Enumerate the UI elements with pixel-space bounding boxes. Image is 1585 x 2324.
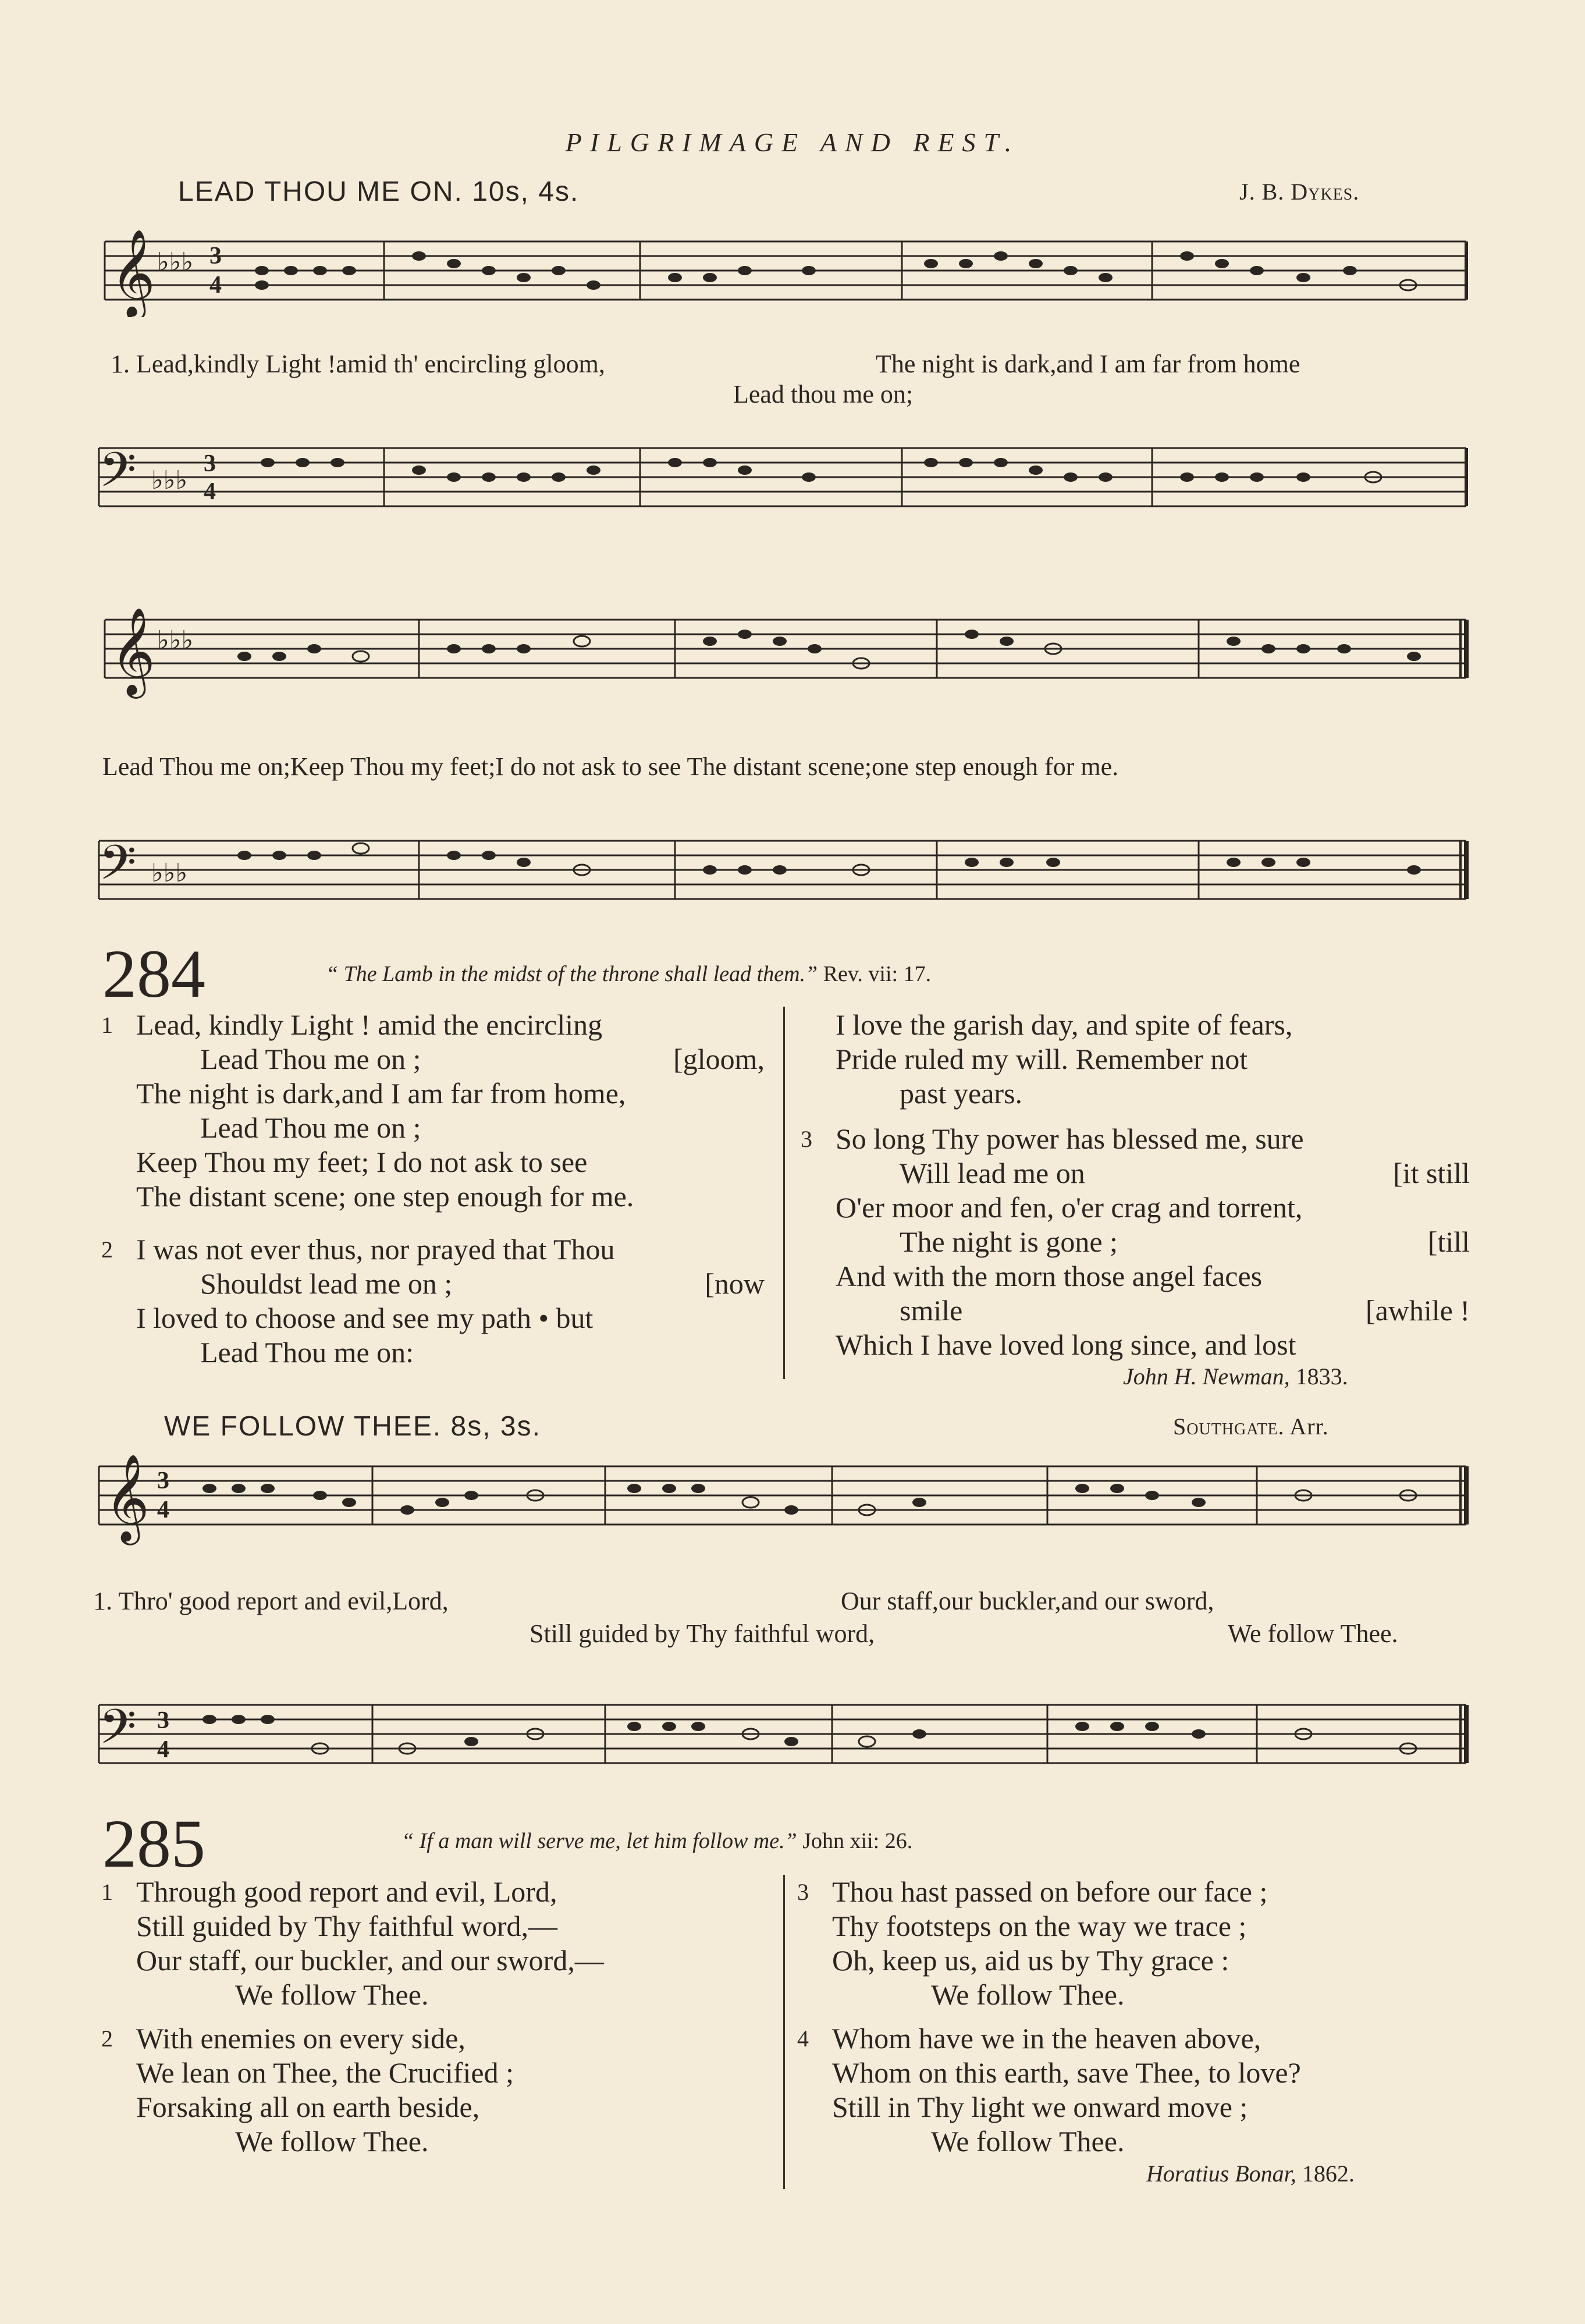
music-lyric-284-1b: The night is dark,and I am far from home <box>876 350 1300 378</box>
verse-number: 4 <box>797 2025 809 2052</box>
music-staff-285-treble <box>93 1449 1472 1589</box>
svg-text:𝄢: 𝄢 <box>99 442 137 510</box>
verse-number: 2 <box>101 1236 113 1263</box>
svg-text:4: 4 <box>209 272 222 299</box>
verse-number: 3 <box>801 1126 812 1152</box>
author-284: John H. Newman, 1833. <box>1123 1363 1348 1390</box>
composer-284: J. B. Dykes. <box>1239 179 1360 205</box>
scripture-ref-285: John xii: 26. <box>802 1829 913 1853</box>
hymn-number-284: 284 <box>102 936 205 1012</box>
scripture-285: “ If a man will serve me, let him follow me.” John xii: 26. <box>401 1829 913 1853</box>
svg-text:♭♭♭: ♭♭♭ <box>157 247 194 277</box>
verse-285-1: 1 Through good report and evil, Lord, Still guided by Thy faithful word,— Our staff, our buckler, and our sword,— We follow Thee. <box>101 1875 604 2011</box>
verse-284-2: 2 I was not ever thus, nor prayed that Thou Shouldst lead me on ; [now I loved to choose and see my path • but Lead Thou me on: <box>101 1233 765 1369</box>
svg-text:♭♭♭: ♭♭♭ <box>151 465 188 495</box>
music-staff-285-bass <box>93 1655 1472 1789</box>
verse-number: 3 <box>797 1879 809 1905</box>
verse-285-2: 2 With enemies on every side, We lean on Thee, the Crucified ; Forsaking all on earth beside, We follow Thee. <box>101 2022 514 2158</box>
verse-285-3: 3 Thou hast passed on before our face ; Thy footsteps on the way we trace ; Oh, keep us, aid us by Thy grace : We follow Thee. <box>797 1875 1268 2011</box>
tune-name: WE FOLLOW THEE. <box>164 1411 442 1442</box>
music-staff-284-s1-bass <box>93 431 1472 547</box>
verse-number: 1 <box>101 1879 113 1905</box>
music-lyric-284-1a: 1. Lead,kindly Light !amid th' encircling gloom, <box>111 350 605 378</box>
verse-284-1: 1 Lead, kindly Light ! amid the encircling Lead Thou me on ; [gloom, The night is dark,and I am far from home, Lead Thou me on ; Keep Thou my feet; I do not ask to see The distant scene; one step enough for me. <box>101 1008 765 1213</box>
tune-title-285 <box>164 1410 541 1442</box>
svg-text:♭♭♭: ♭♭♭ <box>157 626 194 655</box>
music-lyric-284-1c: Lead thou me on; <box>733 380 914 408</box>
svg-text:𝄞: 𝄞 <box>105 1453 150 1541</box>
hymn-number-285: 285 <box>102 1806 205 1882</box>
svg-text:3: 3 <box>204 450 216 477</box>
music-lyric-285-1c: Still guided by Thy faithful word, <box>529 1619 875 1648</box>
svg-text:4: 4 <box>204 478 216 505</box>
svg-text:3: 3 <box>157 1707 169 1734</box>
verse-number: 2 <box>101 2025 113 2052</box>
column-divider <box>783 1007 785 1379</box>
music-lyric-285-1d: We follow Thee. <box>1228 1619 1398 1648</box>
music-staff-284-s2-bass <box>93 786 1472 943</box>
column-divider <box>783 1875 785 2189</box>
tune-meter: 10s, 4s. <box>472 176 580 207</box>
verse-284-2-cont: I love the garish day, and spite of fears, Pride ruled my will. Remember not past years. <box>836 1008 1293 1110</box>
svg-text:3: 3 <box>157 1467 169 1494</box>
music-lyric-284-2: Lead Thou me on;Keep Thou my feet;I do not ask to see The distant scene;one step enough for me. <box>102 752 1119 781</box>
svg-text:3: 3 <box>209 243 222 269</box>
verse-285-4: 4 Whom have we in the heaven above, Whom on this earth, save Thee, to love? Still in Thy light we onward move ; We follow Thee. <box>797 2022 1301 2158</box>
composer-285: Southgate. Arr. <box>1173 1413 1329 1440</box>
tune-title-284 <box>178 176 579 208</box>
svg-text:𝄢: 𝄢 <box>99 1698 137 1767</box>
svg-text:𝄞: 𝄞 <box>111 230 155 317</box>
scripture-ref-284: Rev. vii: 17. <box>823 962 932 986</box>
music-lyric-285-1b: Our staff,our buckler,and our sword, <box>841 1587 1214 1615</box>
svg-text:4: 4 <box>157 1497 169 1523</box>
svg-text:4: 4 <box>157 1736 169 1763</box>
running-head: PILGRIMAGE AND REST. <box>565 127 1020 157</box>
music-staff-284-s2-treble <box>93 588 1472 722</box>
author-285: Horatius Bonar, 1862. <box>1146 2160 1355 2187</box>
svg-text:♭♭♭: ♭♭♭ <box>151 858 188 888</box>
tune-meter: 8s, 3s. <box>450 1411 541 1442</box>
music-lyric-285-1a: 1. Thro' good report and evil,Lord, <box>93 1587 449 1615</box>
scripture-284: “ The Lamb in the midst of the throne shall lead them.” Rev. vii: 17. <box>326 962 932 986</box>
music-staff-284-s1-treble <box>93 230 1472 317</box>
verse-number: 1 <box>101 1012 113 1038</box>
svg-text:𝄞: 𝄞 <box>111 606 155 695</box>
verse-284-3: 3 So long Thy power has blessed me, sure Will lead me on [it still O'er moor and fen, o'er crag and torrent, The night is gone ; [till And with the morn those angel faces smile [awhile ! Which I have loved long since, and lost <box>801 1122 1470 1361</box>
svg-text:𝄢: 𝄢 <box>99 834 137 902</box>
tune-name: LEAD THOU ME ON. <box>178 176 463 207</box>
